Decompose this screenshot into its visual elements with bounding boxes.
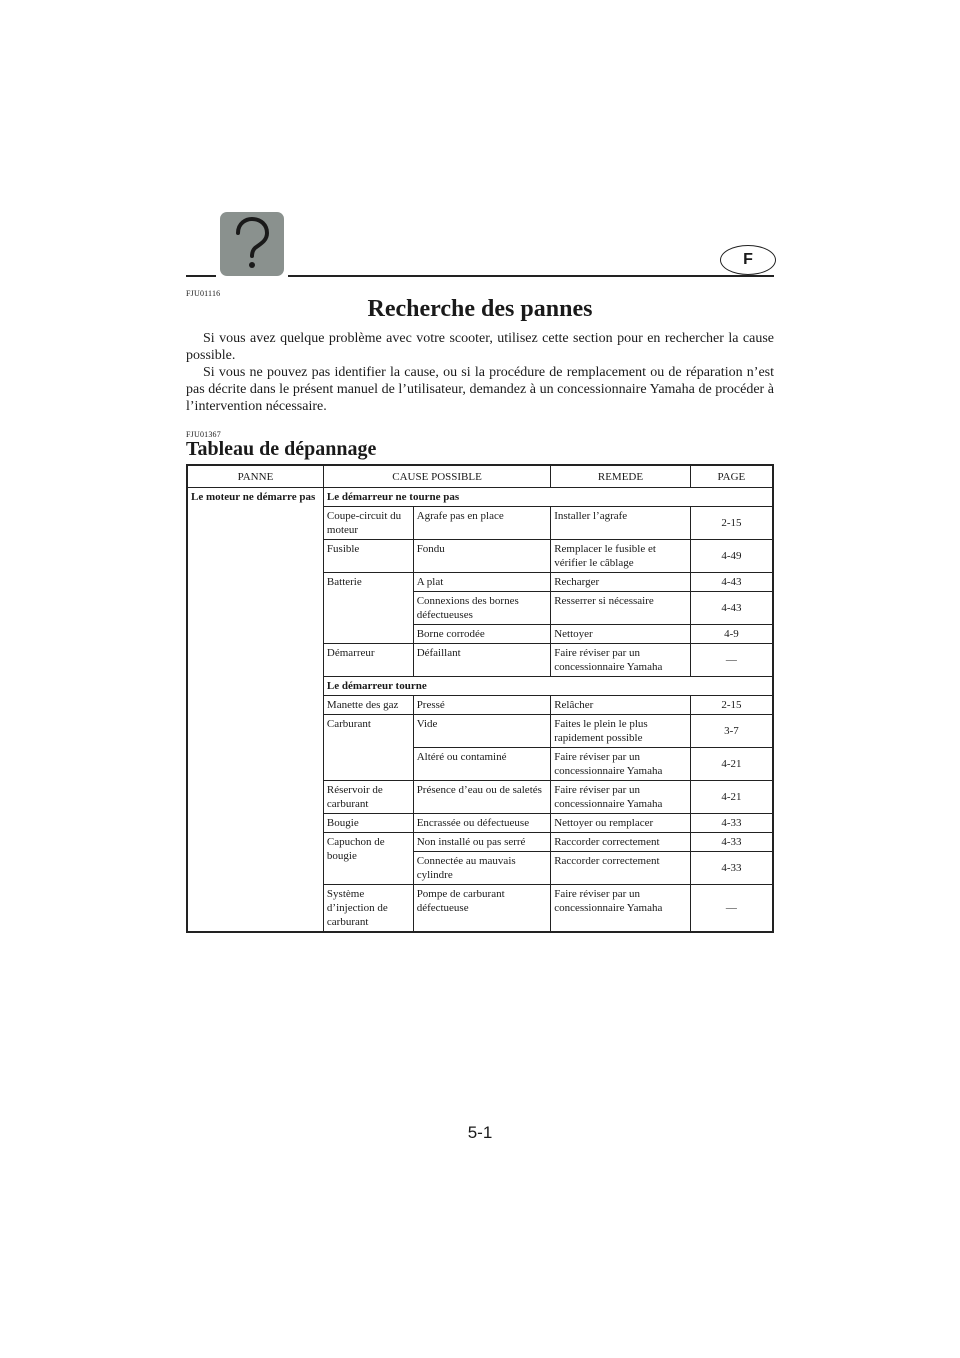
remede-cell: Recharger — [551, 573, 691, 592]
language-badge: F — [720, 245, 776, 275]
section-code: FJU01116 — [186, 289, 221, 298]
panne-cell: Le moteur ne démarre pas — [187, 488, 323, 933]
table-row — [187, 488, 773, 507]
page-cell: 4-21 — [690, 748, 773, 781]
part-cell: Capuchon de bougie — [323, 833, 413, 885]
remede-cell: Faire réviser par un concessionnaire Yamaha — [551, 885, 691, 933]
cause-cell: Borne corrodée — [413, 625, 551, 644]
cause-cell: Présence d’eau ou de saletés — [413, 781, 551, 814]
part-cell: Coupe-circuit du moteur — [323, 507, 413, 540]
group-title: Le démarreur tourne — [323, 677, 773, 696]
remede-cell: Faites le plein le plus rapidement possible — [551, 715, 691, 748]
cause-cell: Connexions des bornes défectueuses — [413, 592, 551, 625]
cause-cell: Fondu — [413, 540, 551, 573]
part-cell: Bougie — [323, 814, 413, 833]
page-cell: 4-33 — [690, 833, 773, 852]
remede-cell: Installer l’agrafe — [551, 507, 691, 540]
section-code: FJU01367 — [186, 430, 221, 439]
troubleshooting-table — [186, 464, 774, 933]
page-cell: 4-33 — [690, 852, 773, 885]
header-rule-left — [186, 275, 216, 277]
remede-cell: Resserrer si nécessaire — [551, 592, 691, 625]
page-cell: — — [690, 885, 773, 933]
remede-cell: Nettoyer ou remplacer — [551, 814, 691, 833]
intro-paragraph-2: Si vous ne pouvez pas identifier la cause, ou si la procédure de remplacement ou de réparation n’est pas décrite dans le présent manuel de l’utilisateur, demandez à un concessionnaire Yamaha de procéder à l’intervention nécessaire. — [186, 365, 774, 414]
table-header-row — [187, 465, 773, 488]
remede-cell: Relâcher — [551, 696, 691, 715]
cause-cell: Vide — [413, 715, 551, 748]
remede-cell: Faire réviser par un concessionnaire Yamaha — [551, 748, 691, 781]
page-cell: 4-9 — [690, 625, 773, 644]
header-remede: REMEDE — [551, 465, 691, 488]
page-cell: 4-33 — [690, 814, 773, 833]
remede-cell: Remplacer le fusible et vérifier le câblage — [551, 540, 691, 573]
part-cell: Système d’injection de carburant — [323, 885, 413, 933]
page-cell: — — [690, 644, 773, 677]
page-number: 5-1 — [467, 1123, 493, 1142]
question-mark-glyph — [230, 217, 274, 271]
remede-cell: Faire réviser par un concessionnaire Yamaha — [551, 781, 691, 814]
intro-paragraph-1: Si vous avez quelque problème avec votre scooter, utilisez cette section pour en rechercher la cause possible. — [186, 331, 774, 363]
part-cell: Carburant — [323, 715, 413, 781]
cause-cell: Connectée au mauvais cylindre — [413, 852, 551, 885]
page-title: Recherche des pannes — [367, 296, 593, 322]
question-mark-icon — [220, 212, 284, 276]
header-page: PAGE — [690, 465, 773, 488]
page-cell: 3-7 — [690, 715, 773, 748]
group-title: Le démarreur ne tourne pas — [323, 488, 773, 507]
header-rule-right — [288, 275, 774, 277]
page-cell: 4-43 — [690, 573, 773, 592]
cause-cell: Pressé — [413, 696, 551, 715]
cause-cell: A plat — [413, 573, 551, 592]
remede-cell: Faire réviser par un concessionnaire Yamaha — [551, 644, 691, 677]
cause-cell: Encrassée ou défectueuse — [413, 814, 551, 833]
page-cell: 4-49 — [690, 540, 773, 573]
section-title: Tableau de dépannage — [186, 438, 377, 460]
part-cell: Fusible — [323, 540, 413, 573]
page-cell: 4-43 — [690, 592, 773, 625]
remede-cell: Raccorder correctement — [551, 852, 691, 885]
part-cell: Batterie — [323, 573, 413, 644]
part-cell: Démarreur — [323, 644, 413, 677]
page-cell: 2-15 — [690, 507, 773, 540]
remede-cell: Raccorder correctement — [551, 833, 691, 852]
cause-cell: Altéré ou contaminé — [413, 748, 551, 781]
part-cell: Réservoir de carburant — [323, 781, 413, 814]
header-panne: PANNE — [187, 465, 323, 488]
cause-cell: Défaillant — [413, 644, 551, 677]
header-cause: CAUSE POSSIBLE — [323, 465, 550, 488]
part-cell: Manette des gaz — [323, 696, 413, 715]
page-cell: 4-21 — [690, 781, 773, 814]
remede-cell: Nettoyer — [551, 625, 691, 644]
cause-cell: Non installé ou pas serré — [413, 833, 551, 852]
page-cell: 2-15 — [690, 696, 773, 715]
cause-cell: Agrafe pas en place — [413, 507, 551, 540]
cause-cell: Pompe de carburant défectueuse — [413, 885, 551, 933]
